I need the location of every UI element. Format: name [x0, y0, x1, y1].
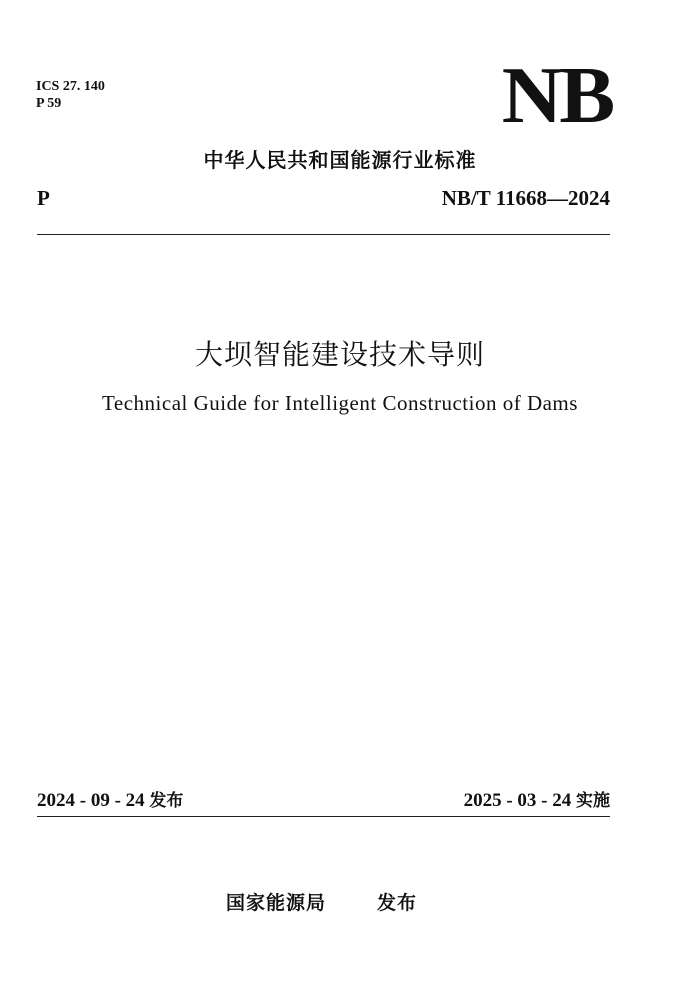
- document-title-english: Technical Guide for Intelligent Construction of Dams: [102, 391, 578, 415]
- nb-logo: NB: [501, 52, 612, 140]
- ics-ccs-block: [36, 78, 105, 112]
- footer-divider: [37, 816, 610, 817]
- header-divider: [37, 234, 610, 235]
- standard-authority-title: 中华人民共和国能源行业标准: [203, 148, 477, 172]
- issue-label: 发布: [149, 791, 184, 811]
- ics-code: ICS 27. 140: [36, 79, 105, 94]
- effective-date: 2025 - 03 - 24: [463, 790, 572, 811]
- standard-number: NB/T 11668—2024: [441, 186, 610, 210]
- classification-letter: P: [37, 186, 50, 210]
- effective-label: 实施: [576, 791, 610, 811]
- issuer-name: 国家能源局: [226, 892, 327, 914]
- issue-date-block: [37, 786, 183, 812]
- issuer-label: 发布: [377, 892, 418, 914]
- document-title-chinese: 大坝智能建设技术导则: [194, 338, 485, 371]
- effective-date-block: [464, 786, 610, 812]
- ccs-code: P 59: [36, 96, 62, 111]
- issue-date: 2024 - 09 - 24: [37, 790, 145, 811]
